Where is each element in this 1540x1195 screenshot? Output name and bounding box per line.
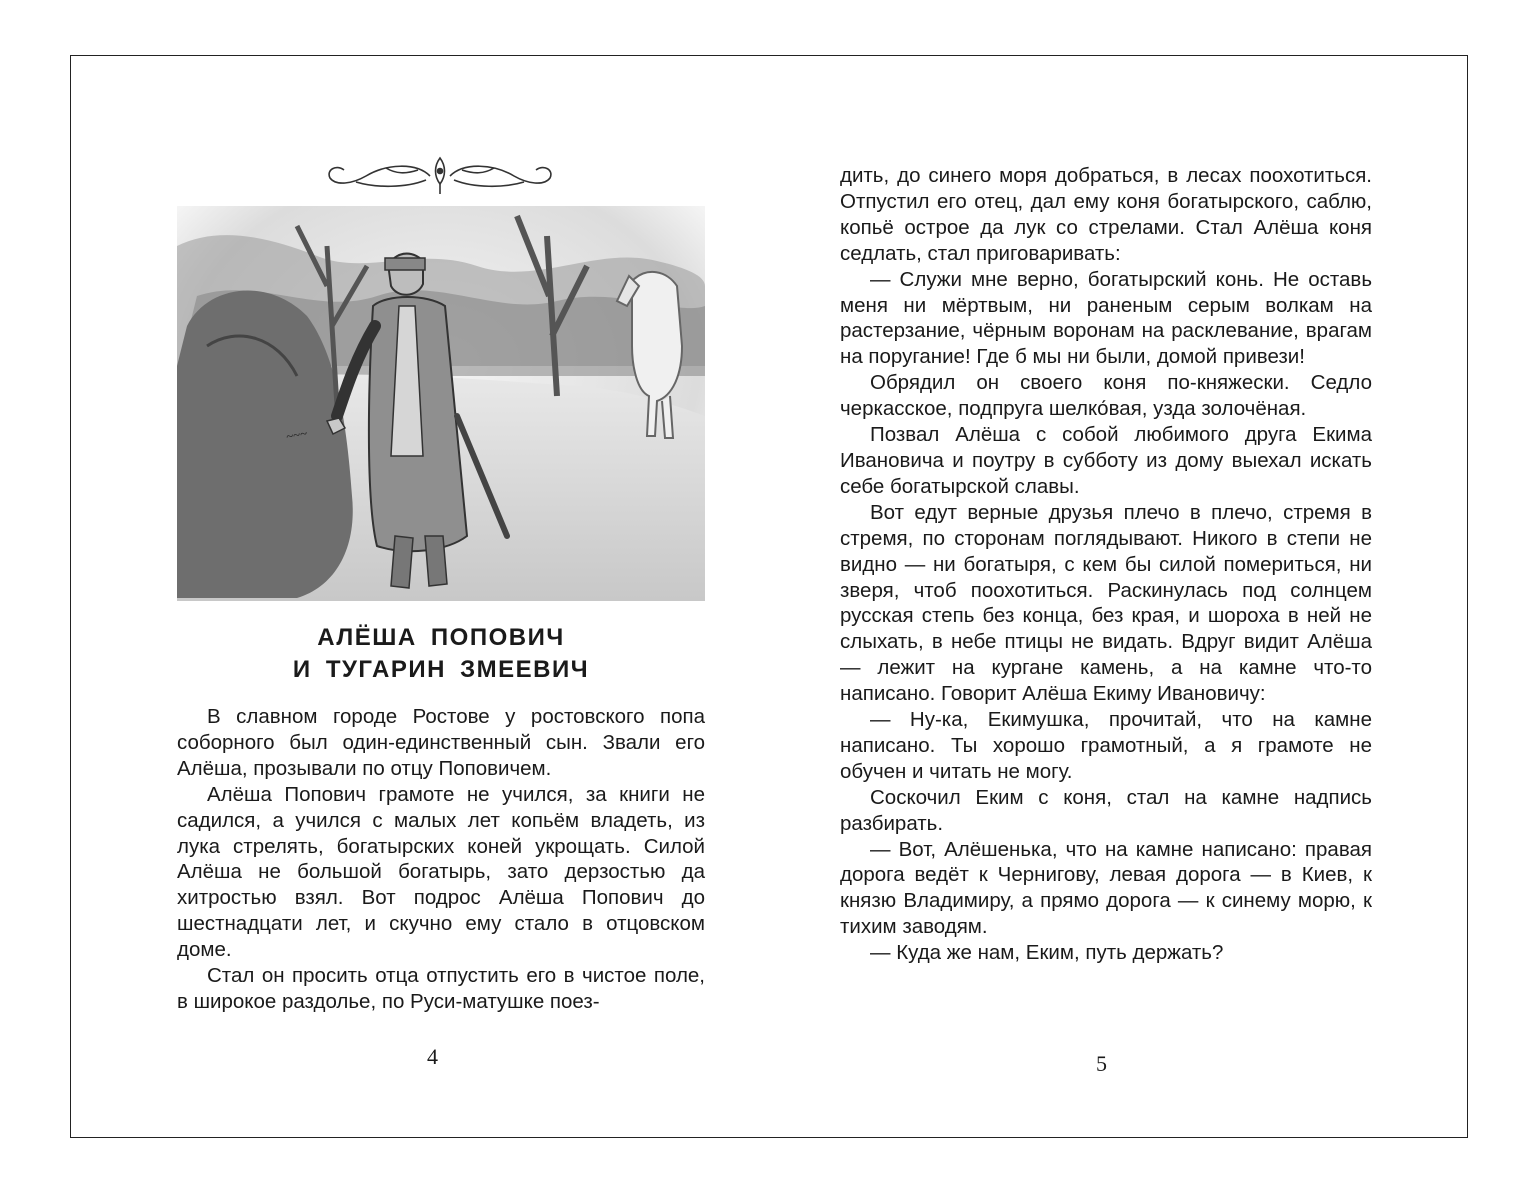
page-number-left: 4 [427,1044,438,1069]
left-page-text [177,704,705,1015]
paragraph: Обрядил он своего коня по-княжески. Седло черкасское, подпруга шелко́вая, узда золочёная. [840,371,1372,421]
chapter-title [177,622,705,686]
chapter-title-line-1: АЛЁША ПОПОВИЧ [317,624,565,651]
paragraph-continued: дить, до синего моря добраться, в лесах поохотиться. Отпустил его отец, дал ему коня богатырского, саблю, копьё острое да лук со стрелами. Стал Алёша коня седлать, стал приговаривать: [840,164,1372,265]
paragraph: — Вот, Алёшенька, что на камне написано: правая дорога ведёт к Чернигову, левая дорога — в Киев, к князю Владимиру, а прямо дорога — к синему морю, к тихим заводям. [840,837,1372,939]
paragraph: Стал он просить отца отпустить его в чистое поле, в широкое раздолье, по Руси-матушке поез- [177,964,705,1013]
paragraph: Позвал Алёша с собой любимого друга Екима Ивановича и поутру в субботу из дому выехал искать себе богатырской славы. [840,423,1372,498]
right-page-text [840,163,1372,966]
right-page [770,56,1469,1137]
chapter-title-line-2: И ТУГАРИН ЗМЕЕВИЧ [292,656,590,683]
page-number-right: 5 [1096,1051,1107,1076]
left-page [71,56,770,1137]
illustration-alesha-at-stone [177,206,705,601]
decorative-flourish-icon [326,154,554,198]
paragraph: В славном городе Ростове у ростовского попа соборного был один-единственный сын. Звали его Алёша, прозывали по отцу Поповичем. [177,705,705,780]
paragraph: Алёша Попович грамоте не учился, за книги не садился, а учился с малых лет копьём владеть, из лука стрелять, богатырских коней укрощать. Силой Алёша не большой богатырь, зато дерзостью да хитростью взял. Вот подрос Алёша Попович до шестнадцати лет, и скучно ему стало в отцовском доме. [177,782,705,962]
paragraph: — Служи мне верно, богатырский конь. Не оставь меня ни мёртвым, ни раненым серым волкам на растерзание, чёрным воронам на расклевание, врагам на поругание! Где б мы ни были, домой привези! [840,267,1372,369]
paragraph: — Куда же нам, Еким, путь держать? [870,941,1224,965]
stone-inscription: ~~~ [284,425,309,444]
paragraph: — Ну-ка, Екимушка, прочитай, что на камне написано. Ты хорошо грамотный, а я грамоте не обучен и читать не могу. [840,708,1372,783]
paragraph: Соскочил Еким с коня, стал на камне надпись разбирать. [840,785,1372,835]
book-spread [70,55,1468,1138]
paragraph: Вот едут верные друзья плечо в плечо, стремя в стремя, по сторонам поглядывают. Никого в степи не видно — ни богатыря, с кем бы силой помериться, ни зверя, чтоб поохотиться. Раскинулась под солнцем русская степь без конца, без края, и шороха в ней не слыхать, в небе птицы не видать. Вдруг видит Алёша — лежит на кургане камень, а на камне что-то написано. Говорит Алёша Екиму Ивановичу: [840,500,1372,706]
